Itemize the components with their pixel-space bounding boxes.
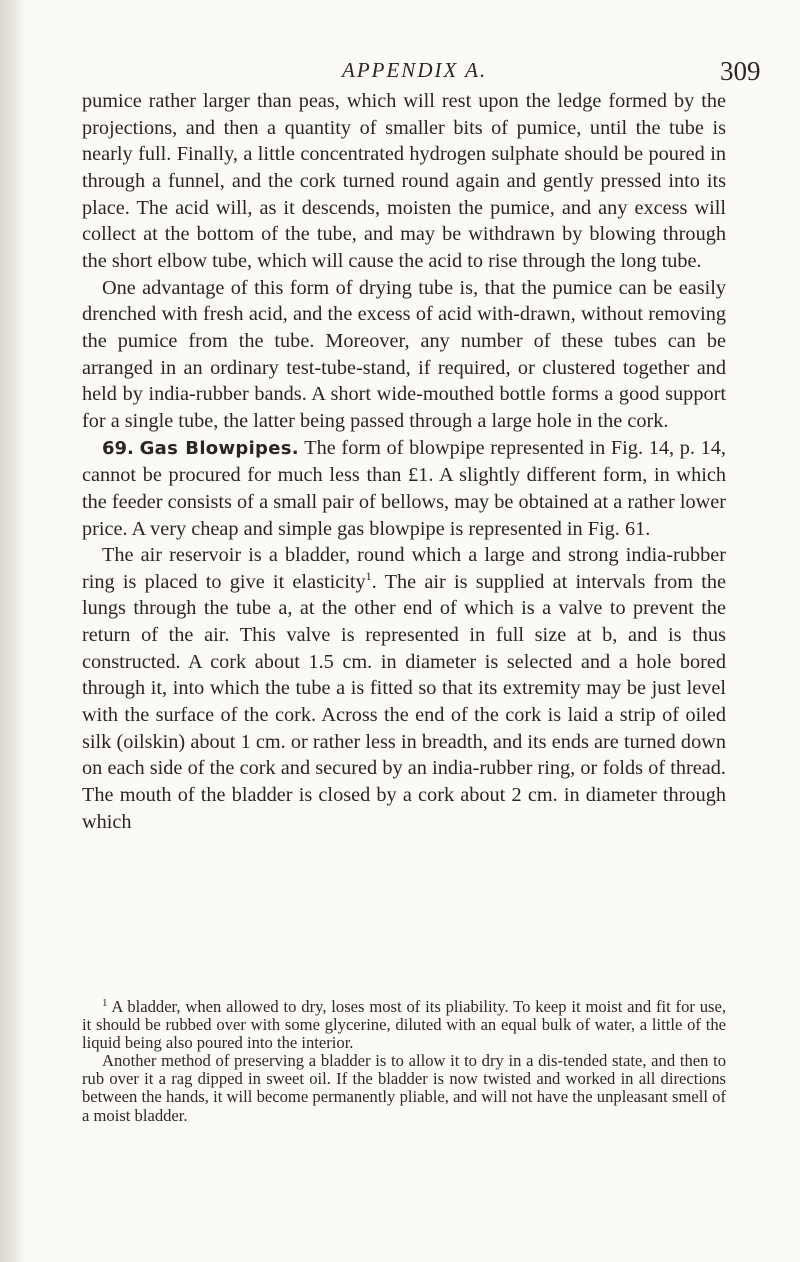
paragraph-advantage: One advantage of this form of drying tube is, that the pumice can be easily drenched with fresh acid, and the excess of acid with-drawn, without removing the pumice from the tube. Moreover, any number of these tubes can be arranged in an ordinary test-tube-stand, if required, or clustered together and held by india-rubber bands. A short wide-mouthed bottle forms a good support for a single tube, the latter being passed through a large hole in the cork.: [82, 276, 726, 432]
paragraph-gas-blowpipes: [82, 435, 726, 543]
running-head: APPENDIX A.: [342, 58, 488, 82]
paragraph-air-reservoir-start: The air reservoir is a bladder, round which a large and strong india-rubber ring is placed to give it elasticity: [82, 544, 726, 593]
section-number: 69.: [102, 437, 134, 459]
footnote-1: [82, 998, 726, 1052]
binding-shadow: [0, 0, 26, 1262]
section-text: The form of blowpipe represented in Fig. 14, p. 14, cannot be procured for much less than £1. A slightly different form, in which the feeder consists of a small pair of bellows, may be obtained at a rather lower price. A very cheap and simple gas blowpipe is represented in Fig. 61.: [82, 436, 726, 540]
footnote-reference: 1: [365, 568, 372, 583]
page-number: 309: [720, 56, 761, 86]
paragraph-air-reservoir-rest: . The air is supplied at intervals from the lungs through the tube a, at the other end of which is a valve to prevent the return of the air. This valve is represented in full size at b, and is thus constructed. A cork about 1.5 cm. in diameter is selected and a hole bored through it, into which the tube a is fitted so that its extremity may be just level with the surface of the cork. Across the end of the cork is laid a strip of oiled silk (oilskin) about 1 cm. or rather less in breadth, and its ends are turned down on each side of the cork and secured by an india-rubber ring, or folds of thread. The mouth of the bladder is closed by a cork about 2 cm. in diameter through which: [82, 570, 726, 833]
section-title: Gas Blowpipes.: [139, 437, 299, 459]
paragraph-air-reservoir: [82, 542, 726, 835]
footnote-1-text: A bladder, when allowed to dry, loses most of its pliability. To keep it moist and fit for use, it should be rubbed over with some glycerine, diluted with an equal bulk of water, a little of the liquid being also poured into the interior.: [82, 997, 727, 1053]
body-text: [82, 88, 726, 835]
footnotes: [82, 998, 726, 1125]
footnote-1-continued: Another method of preserving a bladder is to allow it to dry in a dis-tended state, and then to rub over it a rag dipped in sweet oil. If the bladder is now twisted and worked in all directions between the hands, it will become permanently pliable, and will not have the unpleasant smell of a moist bladder.: [82, 1051, 726, 1125]
paragraph-pumice: pumice rather larger than peas, which will rest upon the ledge formed by the projections, and then a quantity of smaller bits of pumice, until the tube is nearly full. Finally, a little concentrated hydrogen sulphate should be poured in through a funnel, and the cork turned round again and gently pressed into its place. The acid will, as it descends, moisten the pumice, and any excess will collect at the bottom of the tube, and may be withdrawn by blowing through the short elbow tube, which will cause the acid to rise through the long tube.: [82, 90, 726, 272]
footnote-mark: 1: [102, 997, 108, 1009]
